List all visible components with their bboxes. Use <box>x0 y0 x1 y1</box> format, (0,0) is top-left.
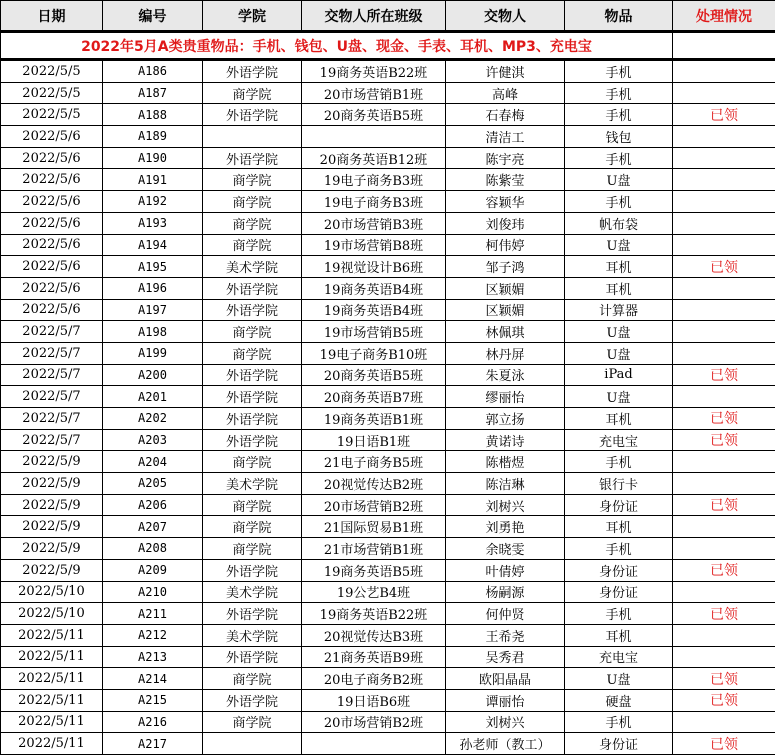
class-cell[interactable]: 20商务英语B5班 <box>302 104 446 126</box>
table-row <box>1 126 775 148</box>
table-row <box>1 603 775 625</box>
date-cell[interactable]: 2022/5/6 <box>1 147 103 169</box>
table-row <box>1 668 775 690</box>
class-cell[interactable]: 19商务英语B4班 <box>302 299 446 321</box>
item-cell[interactable]: 身份证 <box>565 733 673 755</box>
header-item[interactable]: 物品 <box>565 1 673 32</box>
table-row <box>1 494 775 516</box>
status-cell[interactable] <box>673 126 775 148</box>
submitter-cell[interactable]: 许健淇 <box>446 60 565 83</box>
table-row <box>1 473 775 495</box>
status-cell[interactable] <box>673 711 775 733</box>
date-cell[interactable]: 2022/5/5 <box>1 82 103 104</box>
submitter-cell[interactable]: 孙老师（教工） <box>446 733 565 755</box>
submitter-cell[interactable]: 区颖媚 <box>446 277 565 299</box>
class-cell[interactable]: 20市场营销B1班 <box>302 82 446 104</box>
id-cell[interactable]: A188 <box>103 104 203 126</box>
id-cell[interactable]: A214 <box>103 668 203 690</box>
status-cell[interactable] <box>673 299 775 321</box>
header-status[interactable]: 处理情况 <box>673 1 775 32</box>
table-row <box>1 386 775 408</box>
status-cell[interactable] <box>673 147 775 169</box>
submitter-cell[interactable]: 王希尧 <box>446 624 565 646</box>
submitter-cell[interactable]: 何仲贤 <box>446 603 565 625</box>
status-cell[interactable]: 已领 <box>673 559 775 581</box>
submitter-cell[interactable]: 林佩琪 <box>446 321 565 343</box>
class-cell[interactable]: 20市场营销B2班 <box>302 711 446 733</box>
table-row <box>1 169 775 191</box>
table-row <box>1 538 775 560</box>
class-cell[interactable]: 19日语B6班 <box>302 689 446 711</box>
item-cell[interactable]: 身份证 <box>565 494 673 516</box>
class-cell[interactable]: 20视觉传达B3班 <box>302 624 446 646</box>
table-row <box>1 364 775 386</box>
submitter-cell[interactable]: 欧阳晶晶 <box>446 668 565 690</box>
item-cell[interactable]: 身份证 <box>565 581 673 603</box>
id-cell[interactable]: A199 <box>103 342 203 364</box>
id-cell[interactable]: A213 <box>103 646 203 668</box>
item-cell[interactable]: 耳机 <box>565 624 673 646</box>
class-cell[interactable]: 19市场营销B5班 <box>302 321 446 343</box>
date-cell[interactable]: 2022/5/7 <box>1 364 103 386</box>
header-class[interactable]: 交物人所在班级 <box>302 1 446 32</box>
class-cell[interactable]: 19电子商务B10班 <box>302 342 446 364</box>
item-cell[interactable]: 钱包 <box>565 126 673 148</box>
item-cell[interactable]: 身份证 <box>565 559 673 581</box>
table-row <box>1 299 775 321</box>
item-cell[interactable]: 硬盘 <box>565 689 673 711</box>
id-cell[interactable]: A200 <box>103 364 203 386</box>
submitter-cell[interactable]: 刘树兴 <box>446 494 565 516</box>
class-cell[interactable]: 21市场营销B1班 <box>302 538 446 560</box>
class-cell[interactable]: 20电子商务B2班 <box>302 668 446 690</box>
id-cell[interactable]: A207 <box>103 516 203 538</box>
submitter-cell[interactable]: 高峰 <box>446 82 565 104</box>
class-cell[interactable]: 19商务英语B5班 <box>302 559 446 581</box>
college-cell[interactable]: 外语学院 <box>203 364 302 386</box>
date-cell[interactable]: 2022/5/6 <box>1 299 103 321</box>
date-cell[interactable]: 2022/5/11 <box>1 646 103 668</box>
table-row <box>1 451 775 473</box>
status-cell[interactable] <box>673 342 775 364</box>
college-cell[interactable]: 外语学院 <box>203 299 302 321</box>
table-row <box>1 624 775 646</box>
college-cell[interactable]: 商学院 <box>203 516 302 538</box>
submitter-cell[interactable]: 刘勇艳 <box>446 516 565 538</box>
item-cell[interactable]: 耳机 <box>565 516 673 538</box>
status-cell[interactable] <box>673 321 775 343</box>
class-cell[interactable]: 20市场营销B2班 <box>302 494 446 516</box>
item-cell[interactable]: 手机 <box>565 191 673 213</box>
submitter-cell[interactable]: 刘树兴 <box>446 711 565 733</box>
class-cell[interactable]: 19商务英语B4班 <box>302 277 446 299</box>
id-cell[interactable]: A187 <box>103 82 203 104</box>
id-cell[interactable]: A204 <box>103 451 203 473</box>
item-cell[interactable]: 手机 <box>565 451 673 473</box>
table-row <box>1 516 775 538</box>
class-cell[interactable]: 21电子商务B5班 <box>302 451 446 473</box>
item-cell[interactable]: 帆布袋 <box>565 212 673 234</box>
table-row <box>1 581 775 603</box>
table-row <box>1 82 775 104</box>
table-row <box>1 321 775 343</box>
submitter-cell[interactable]: 谭丽怡 <box>446 689 565 711</box>
college-cell[interactable]: 外语学院 <box>203 104 302 126</box>
date-cell[interactable]: 2022/5/6 <box>1 169 103 191</box>
item-cell[interactable]: U盘 <box>565 234 673 256</box>
submitter-cell[interactable]: 清洁工 <box>446 126 565 148</box>
date-cell[interactable]: 2022/5/5 <box>1 104 103 126</box>
banner-row <box>1 32 775 60</box>
submitter-cell[interactable]: 陈洁琳 <box>446 473 565 495</box>
class-cell[interactable]: 19商务英语B22班 <box>302 603 446 625</box>
college-cell[interactable]: 外语学院 <box>203 147 302 169</box>
status-cell[interactable]: 已领 <box>673 494 775 516</box>
id-cell[interactable]: A196 <box>103 277 203 299</box>
college-cell[interactable]: 商学院 <box>203 668 302 690</box>
status-cell[interactable] <box>673 191 775 213</box>
header-row <box>1 1 775 32</box>
college-cell[interactable]: 商学院 <box>203 494 302 516</box>
status-cell[interactable] <box>673 646 775 668</box>
status-cell[interactable] <box>673 82 775 104</box>
date-cell[interactable]: 2022/5/9 <box>1 559 103 581</box>
college-cell[interactable]: 商学院 <box>203 451 302 473</box>
status-cell[interactable]: 已领 <box>673 733 775 755</box>
table-row <box>1 559 775 581</box>
table-row <box>1 212 775 234</box>
college-cell[interactable]: 外语学院 <box>203 60 302 83</box>
class-cell[interactable]: 21国际贸易B1班 <box>302 516 446 538</box>
class-cell[interactable]: 20市场营销B3班 <box>302 212 446 234</box>
college-cell[interactable]: 外语学院 <box>203 277 302 299</box>
college-cell[interactable] <box>203 126 302 148</box>
status-cell[interactable] <box>673 386 775 408</box>
table-row <box>1 733 775 755</box>
item-cell[interactable]: U盘 <box>565 321 673 343</box>
college-cell[interactable]: 外语学院 <box>203 408 302 430</box>
status-cell[interactable] <box>673 624 775 646</box>
table-row <box>1 60 775 83</box>
college-cell[interactable] <box>203 733 302 755</box>
date-cell[interactable]: 2022/5/11 <box>1 711 103 733</box>
id-cell[interactable]: A203 <box>103 429 203 451</box>
id-cell[interactable]: A198 <box>103 321 203 343</box>
item-cell[interactable]: U盘 <box>565 342 673 364</box>
table-row <box>1 408 775 430</box>
item-cell[interactable]: 手机 <box>565 82 673 104</box>
date-cell[interactable]: 2022/5/10 <box>1 603 103 625</box>
status-cell[interactable] <box>673 451 775 473</box>
id-cell[interactable]: A208 <box>103 538 203 560</box>
class-cell[interactable]: 19公艺B4班 <box>302 581 446 603</box>
header-date[interactable]: 日期 <box>1 1 103 32</box>
class-cell[interactable]: 20视觉传达B2班 <box>302 473 446 495</box>
college-cell[interactable]: 商学院 <box>203 711 302 733</box>
class-cell[interactable] <box>302 126 446 148</box>
date-cell[interactable]: 2022/5/7 <box>1 342 103 364</box>
college-cell[interactable]: 商学院 <box>203 191 302 213</box>
college-cell[interactable]: 商学院 <box>203 169 302 191</box>
banner-empty-cell[interactable] <box>673 32 775 60</box>
status-cell[interactable]: 已领 <box>673 603 775 625</box>
submitter-cell[interactable]: 叶倩婷 <box>446 559 565 581</box>
college-cell[interactable]: 美术学院 <box>203 473 302 495</box>
id-cell[interactable]: A190 <box>103 147 203 169</box>
date-cell[interactable]: 2022/5/11 <box>1 624 103 646</box>
table-row <box>1 277 775 299</box>
submitter-cell[interactable]: 区颖媚 <box>446 299 565 321</box>
table-row <box>1 234 775 256</box>
college-cell[interactable]: 商学院 <box>203 82 302 104</box>
date-cell[interactable]: 2022/5/6 <box>1 212 103 234</box>
status-cell[interactable]: 已领 <box>673 668 775 690</box>
item-cell[interactable]: 银行卡 <box>565 473 673 495</box>
item-cell[interactable]: U盘 <box>565 668 673 690</box>
item-cell[interactable]: 手机 <box>565 538 673 560</box>
class-cell[interactable] <box>302 733 446 755</box>
item-cell[interactable]: 手机 <box>565 147 673 169</box>
table-row <box>1 256 775 278</box>
college-cell[interactable]: 商学院 <box>203 342 302 364</box>
category-banner[interactable]: 2022年5月A类贵重物品：手机、钱包、U盘、现金、手表、耳机、MP3、充电宝 <box>1 32 673 60</box>
id-cell[interactable]: A206 <box>103 494 203 516</box>
class-cell[interactable]: 19日语B1班 <box>302 429 446 451</box>
id-cell[interactable]: A205 <box>103 473 203 495</box>
submitter-cell[interactable]: 缪丽怡 <box>446 386 565 408</box>
submitter-cell[interactable]: 陈楷煜 <box>446 451 565 473</box>
date-cell[interactable]: 2022/5/9 <box>1 516 103 538</box>
id-cell[interactable]: A209 <box>103 559 203 581</box>
submitter-cell[interactable]: 陈宇亮 <box>446 147 565 169</box>
item-cell[interactable]: U盘 <box>565 169 673 191</box>
class-cell[interactable]: 20商务英语B5班 <box>302 364 446 386</box>
date-cell[interactable]: 2022/5/6 <box>1 277 103 299</box>
date-cell[interactable]: 2022/5/7 <box>1 386 103 408</box>
college-cell[interactable]: 美术学院 <box>203 256 302 278</box>
date-cell[interactable]: 2022/5/9 <box>1 538 103 560</box>
date-cell[interactable]: 2022/5/7 <box>1 321 103 343</box>
id-cell[interactable]: A186 <box>103 60 203 83</box>
submitter-cell[interactable]: 容颖华 <box>446 191 565 213</box>
id-cell[interactable]: A194 <box>103 234 203 256</box>
class-cell[interactable]: 19商务英语B22班 <box>302 60 446 83</box>
status-cell[interactable] <box>673 234 775 256</box>
id-cell[interactable]: A202 <box>103 408 203 430</box>
submitter-cell[interactable]: 余晓雯 <box>446 538 565 560</box>
submitter-cell[interactable]: 邹子鸿 <box>446 256 565 278</box>
date-cell[interactable]: 2022/5/6 <box>1 126 103 148</box>
date-cell[interactable]: 2022/5/6 <box>1 234 103 256</box>
college-cell[interactable]: 美术学院 <box>203 624 302 646</box>
status-cell[interactable] <box>673 473 775 495</box>
submitter-cell[interactable]: 黄诺诗 <box>446 429 565 451</box>
college-cell[interactable]: 商学院 <box>203 321 302 343</box>
class-cell[interactable]: 20商务英语B12班 <box>302 147 446 169</box>
date-cell[interactable]: 2022/5/11 <box>1 668 103 690</box>
date-cell[interactable]: 2022/5/9 <box>1 494 103 516</box>
date-cell[interactable]: 2022/5/11 <box>1 689 103 711</box>
id-cell[interactable]: A201 <box>103 386 203 408</box>
date-cell[interactable]: 2022/5/5 <box>1 60 103 83</box>
status-cell[interactable]: 已领 <box>673 429 775 451</box>
id-cell[interactable]: A189 <box>103 126 203 148</box>
item-cell[interactable]: U盘 <box>565 386 673 408</box>
item-cell[interactable]: 手机 <box>565 711 673 733</box>
date-cell[interactable]: 2022/5/7 <box>1 429 103 451</box>
college-cell[interactable]: 美术学院 <box>203 581 302 603</box>
class-cell[interactable]: 19视觉设计B6班 <box>302 256 446 278</box>
class-cell[interactable]: 21商务英语B9班 <box>302 646 446 668</box>
date-cell[interactable]: 2022/5/9 <box>1 473 103 495</box>
date-cell[interactable]: 2022/5/10 <box>1 581 103 603</box>
item-cell[interactable]: 手机 <box>565 603 673 625</box>
table-row <box>1 646 775 668</box>
id-cell[interactable]: A193 <box>103 212 203 234</box>
table-row <box>1 429 775 451</box>
header-id[interactable]: 编号 <box>103 1 203 32</box>
id-cell[interactable]: A191 <box>103 169 203 191</box>
id-cell[interactable]: A197 <box>103 299 203 321</box>
id-cell[interactable]: A210 <box>103 581 203 603</box>
submitter-cell[interactable]: 吴秀君 <box>446 646 565 668</box>
class-cell[interactable]: 19电子商务B3班 <box>302 191 446 213</box>
submitter-cell[interactable]: 石春梅 <box>446 104 565 126</box>
date-cell[interactable]: 2022/5/7 <box>1 408 103 430</box>
college-cell[interactable]: 外语学院 <box>203 386 302 408</box>
status-cell[interactable]: 已领 <box>673 408 775 430</box>
status-cell[interactable]: 已领 <box>673 256 775 278</box>
status-cell[interactable] <box>673 581 775 603</box>
submitter-cell[interactable]: 郭立扬 <box>446 408 565 430</box>
item-cell[interactable]: 手机 <box>565 60 673 83</box>
class-cell[interactable]: 19电子商务B3班 <box>302 169 446 191</box>
id-cell[interactable]: A211 <box>103 603 203 625</box>
college-cell[interactable]: 商学院 <box>203 212 302 234</box>
college-cell[interactable]: 外语学院 <box>203 603 302 625</box>
status-cell[interactable]: 已领 <box>673 364 775 386</box>
college-cell[interactable]: 外语学院 <box>203 429 302 451</box>
status-cell[interactable] <box>673 277 775 299</box>
id-cell[interactable]: A217 <box>103 733 203 755</box>
college-cell[interactable]: 商学院 <box>203 538 302 560</box>
item-cell[interactable]: 计算器 <box>565 299 673 321</box>
table-row <box>1 147 775 169</box>
date-cell[interactable]: 2022/5/11 <box>1 733 103 755</box>
college-cell[interactable]: 外语学院 <box>203 689 302 711</box>
status-cell[interactable]: 已领 <box>673 689 775 711</box>
id-cell[interactable]: A192 <box>103 191 203 213</box>
table-row <box>1 711 775 733</box>
college-cell[interactable]: 外语学院 <box>203 646 302 668</box>
status-cell[interactable] <box>673 212 775 234</box>
item-cell[interactable]: 耳机 <box>565 277 673 299</box>
date-cell[interactable]: 2022/5/6 <box>1 256 103 278</box>
item-cell[interactable]: 耳机 <box>565 256 673 278</box>
class-cell[interactable]: 19商务英语B1班 <box>302 408 446 430</box>
item-cell[interactable]: 充电宝 <box>565 646 673 668</box>
status-cell[interactable] <box>673 516 775 538</box>
item-cell[interactable]: 耳机 <box>565 408 673 430</box>
date-cell[interactable]: 2022/5/6 <box>1 191 103 213</box>
item-cell[interactable]: 手机 <box>565 104 673 126</box>
submitter-cell[interactable]: 林丹屏 <box>446 342 565 364</box>
submitter-cell[interactable]: 朱夏泳 <box>446 364 565 386</box>
college-cell[interactable]: 商学院 <box>203 234 302 256</box>
status-cell[interactable]: 已领 <box>673 104 775 126</box>
status-cell[interactable] <box>673 538 775 560</box>
id-cell[interactable]: A216 <box>103 711 203 733</box>
table-row <box>1 342 775 364</box>
id-cell[interactable]: A215 <box>103 689 203 711</box>
college-cell[interactable]: 外语学院 <box>203 559 302 581</box>
table-row <box>1 191 775 213</box>
date-cell[interactable]: 2022/5/9 <box>1 451 103 473</box>
item-cell[interactable]: iPad <box>565 364 673 386</box>
submitter-cell[interactable]: 杨嗣源 <box>446 581 565 603</box>
id-cell[interactable]: A212 <box>103 624 203 646</box>
table-row <box>1 689 775 711</box>
class-cell[interactable]: 19市场营销B8班 <box>302 234 446 256</box>
class-cell[interactable]: 20商务英语B7班 <box>302 386 446 408</box>
item-cell[interactable]: 充电宝 <box>565 429 673 451</box>
header-submitter[interactable]: 交物人 <box>446 1 565 32</box>
header-college[interactable]: 学院 <box>203 1 302 32</box>
id-cell[interactable]: A195 <box>103 256 203 278</box>
status-cell[interactable] <box>673 60 775 83</box>
submitter-cell[interactable]: 陈紫莹 <box>446 169 565 191</box>
submitter-cell[interactable]: 柯伟婷 <box>446 234 565 256</box>
table-row <box>1 104 775 126</box>
status-cell[interactable] <box>673 169 775 191</box>
submitter-cell[interactable]: 刘俊玮 <box>446 212 565 234</box>
